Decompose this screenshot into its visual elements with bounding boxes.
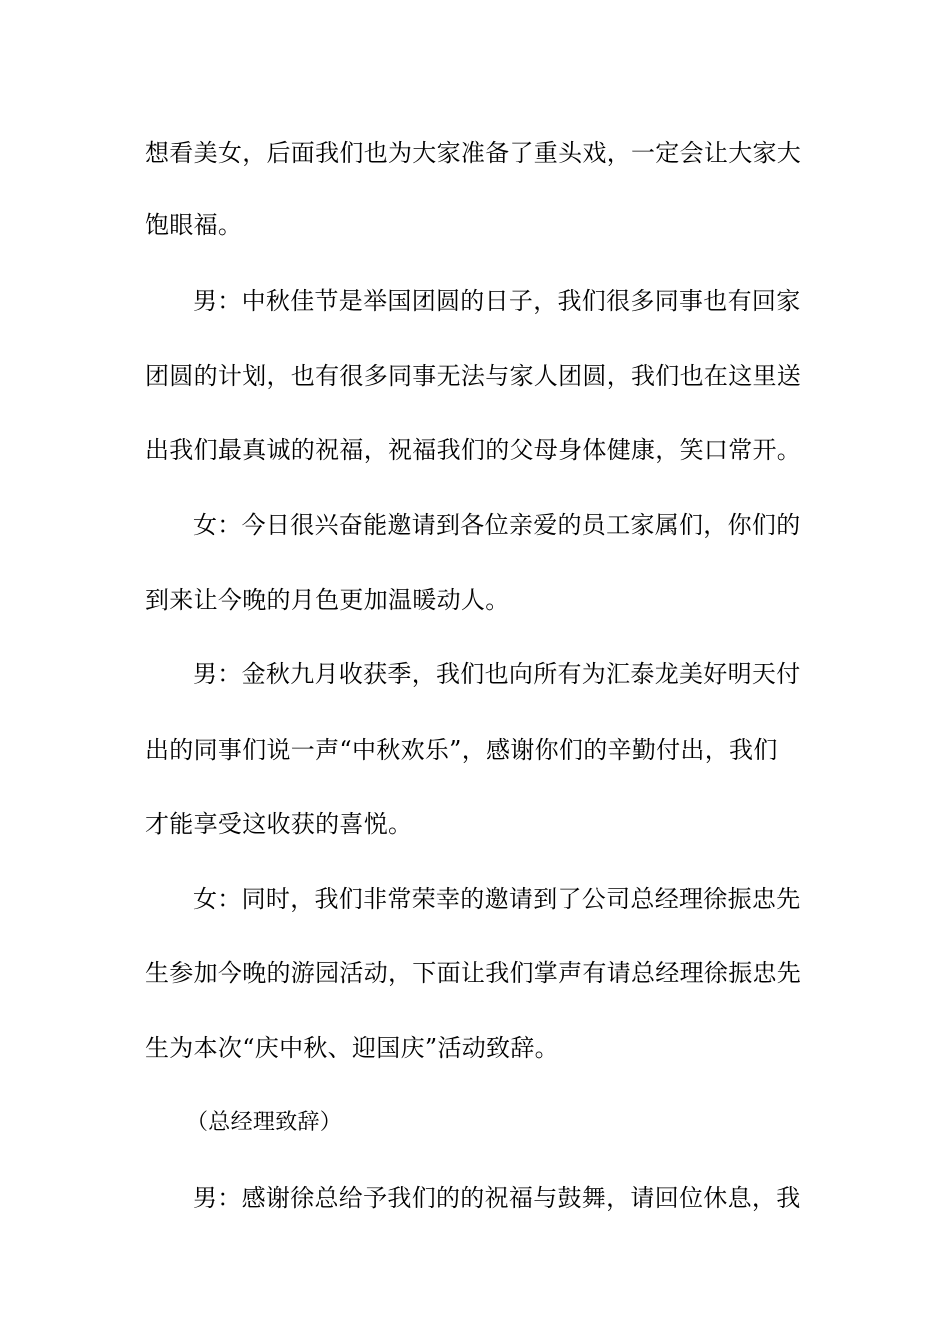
paragraph-line: 男：感谢徐总给予我们的的祝福与鼓舞，请回位休息，我: [193, 1184, 801, 1212]
paragraph-line: 女：今日很兴奋能邀请到各位亲爱的员工家属们，你们的: [193, 511, 801, 539]
paragraph-line: 男：金秋九月收获季，我们也向所有为汇泰龙美好明天付: [193, 660, 801, 688]
text-line: 出我们最真诚的祝福，祝福我们的父母身体健康，笑口常开。: [145, 436, 802, 464]
text-line: 到来让今晚的月色更加温暖动人。: [145, 586, 510, 614]
text-line: 团圆的计划，也有很多同事无法与家人团圆，我们也在这里送: [145, 362, 802, 390]
text-line: 想看美女，后面我们也为大家准备了重头戏，一定会让大家大: [145, 139, 802, 167]
text-line: 生参加今晚的游园活动，下面让我们掌声有请总经理徐振忠先: [145, 959, 802, 987]
text-line: 生为本次“庆中秋、迎国庆”活动致辞。: [145, 1034, 559, 1062]
paragraph-line: 女：同时，我们非常荣幸的邀请到了公司总经理徐振忠先: [193, 885, 801, 913]
paragraph-line: 男：中秋佳节是举国团圆的日子，我们很多同事也有回家: [193, 287, 801, 315]
text-line: 饱眼福。: [145, 211, 243, 239]
stage-direction: （总经理致辞）: [186, 1110, 343, 1135]
text-line: 才能享受这收获的喜悦。: [145, 810, 413, 838]
text-line: 出的同事们说一声“中秋欢乐”，感谢你们的辛勤付出，我们: [145, 736, 778, 764]
